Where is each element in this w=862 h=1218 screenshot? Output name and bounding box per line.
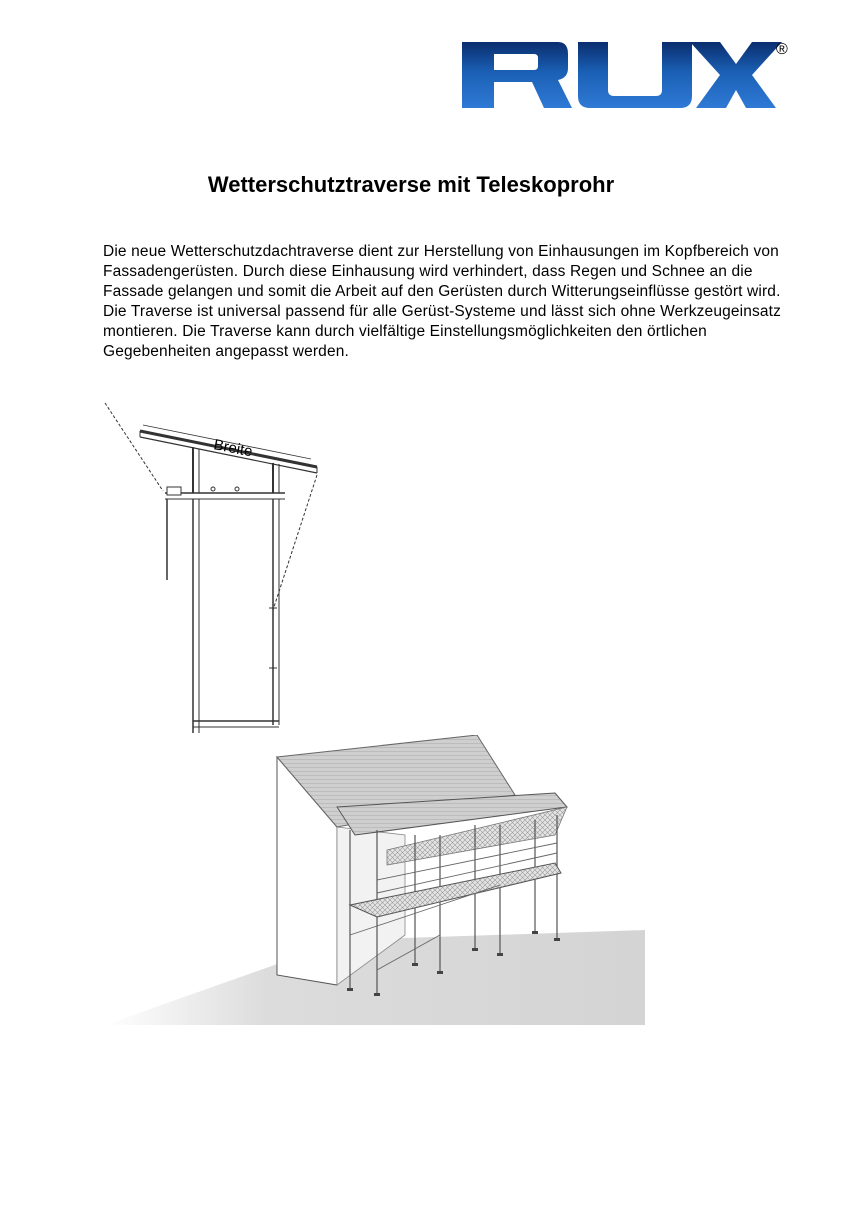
paragraph-1: Die neue Wetterschutzdachtraverse dient zur Herstellung von Einhausungen im Kopfbereich von Fassadengerüsten. Durch diese Einhausung wird verhindert, dass Regen und Schnee an die Fassade gelangen und somit die Arbeit auf den Gerüsten durch Witterungseinflüsse gestört wird.	[103, 243, 781, 300]
body-text	[103, 242, 803, 362]
paragraph-2: Die Traverse ist universal passend für alle Gerüst-Systeme und lässt sich ohne Werkzeugeinsatz montieren. Die Traverse kann durch vielfältige Einstellungsmöglichkeiten den örtlichen Gegebenheiten angepasst werden.	[103, 303, 782, 360]
scaffold-rendering	[105, 735, 645, 1030]
rux-logo	[460, 38, 790, 118]
document-title: Wetterschutztraverse mit Teleskoprohr	[207, 172, 615, 197]
side-view-drawing	[95, 395, 335, 740]
dimension-label-breite: Breite	[212, 436, 254, 461]
registered-mark: ®	[776, 41, 788, 58]
